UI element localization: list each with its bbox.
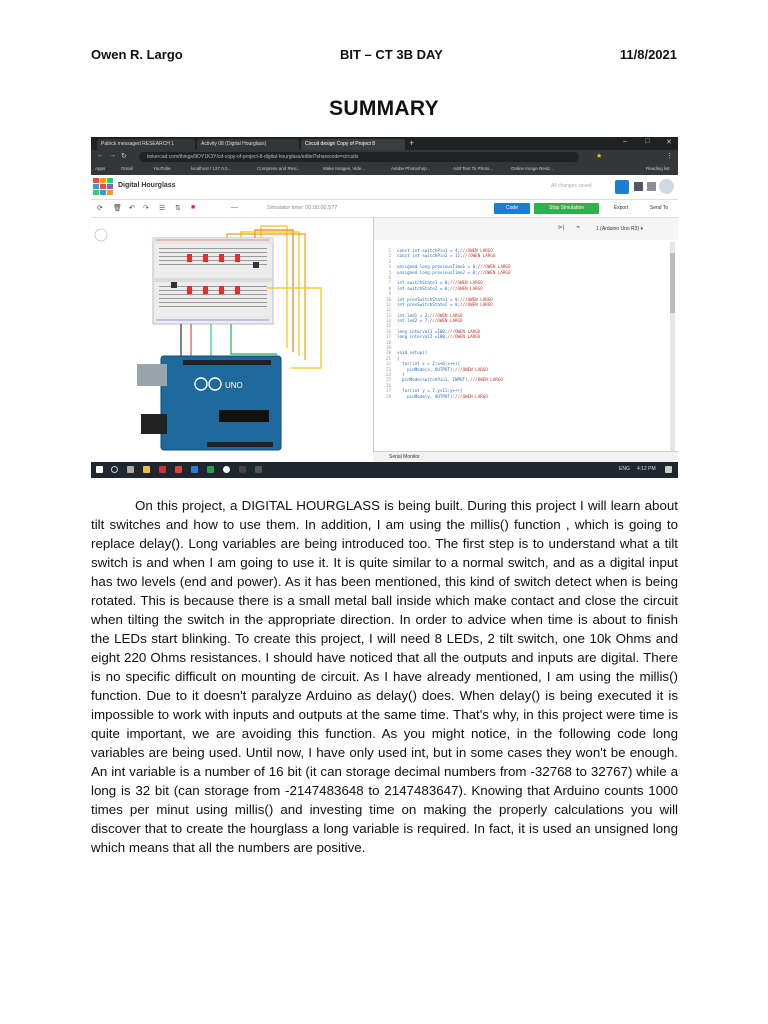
browser-tab[interactable]: Patrick messaged RESEARCH 1 bbox=[97, 139, 195, 150]
code-statement: int led1 = 2; bbox=[397, 312, 430, 318]
line-number: 25 bbox=[385, 377, 391, 383]
line-number: 9 bbox=[388, 291, 391, 297]
line-number: 3 bbox=[388, 258, 391, 264]
rotate-icon[interactable]: ⟳ bbox=[97, 205, 103, 212]
minimize-icon[interactable]: – bbox=[623, 138, 627, 145]
header-date: 11/8/2021 bbox=[619, 47, 677, 62]
header-class: BIT – CT 3B DAY bbox=[340, 47, 443, 62]
code-comment: ///OWEN LARGO bbox=[449, 285, 483, 291]
code-comment: ///OWEN LARGO bbox=[455, 393, 488, 399]
line-number: 12 bbox=[385, 307, 391, 313]
embedded-screenshot bbox=[91, 137, 678, 478]
line-number: 6 bbox=[388, 274, 391, 280]
new-tab-icon[interactable]: + bbox=[409, 138, 415, 148]
arduino-board bbox=[161, 356, 281, 450]
code-comment: ///OWEN LARGO bbox=[455, 366, 488, 372]
close-icon[interactable]: ✕ bbox=[666, 139, 672, 146]
tinkercad-logo[interactable] bbox=[93, 178, 113, 196]
chrome-icon[interactable] bbox=[223, 466, 230, 473]
bookmark-item[interactable]: Add Text To Photo... bbox=[453, 166, 494, 171]
code-comment: ///OWEN LARGO bbox=[447, 334, 481, 340]
code-comment: ///OWEN LARGO bbox=[429, 312, 463, 318]
clock[interactable]: 4:12 PM bbox=[637, 466, 656, 472]
app-icon[interactable] bbox=[175, 466, 182, 473]
code-statement: int switchState2 = 0; bbox=[397, 285, 450, 291]
redo-icon[interactable]: ↷ bbox=[143, 205, 149, 212]
code-comment: ///OWEN LARGO bbox=[470, 377, 503, 383]
code-statement: pinMode(switchPin1, INPUT); bbox=[397, 377, 471, 383]
code-statement: for(int x = 2;x<6;x++){ bbox=[397, 361, 461, 367]
url-field[interactable]: tinkercad.com/things/9OY1K3Y/cd-copy-of-project-8-digital-hourglass/editel?sharecode=circuits bbox=[139, 152, 579, 162]
line-number: 16 bbox=[385, 328, 391, 334]
notifications-icon[interactable] bbox=[665, 466, 672, 473]
chevron-down-icon: ▾ bbox=[640, 226, 643, 232]
line-number: 2 bbox=[388, 253, 391, 259]
code-statement: unsigned long previousTime1 = 0; bbox=[397, 264, 478, 270]
line-number: 11 bbox=[385, 301, 391, 307]
windows-start-icon[interactable] bbox=[96, 466, 103, 473]
code-statement: const int switchPin2 = 11; bbox=[397, 253, 463, 259]
line-number: 21 bbox=[385, 355, 391, 361]
line-number: 7 bbox=[388, 280, 391, 286]
star-icon[interactable]: ★ bbox=[596, 153, 603, 160]
bookmark-item[interactable]: Compress and Resi... bbox=[257, 166, 301, 171]
bookmark-item[interactable]: Reading list bbox=[646, 166, 670, 171]
line-number: 8 bbox=[388, 285, 391, 291]
tilt-switch bbox=[253, 262, 259, 268]
code-statement: { bbox=[397, 355, 400, 361]
stop-simulation-button[interactable]: Stop Simulation bbox=[534, 203, 599, 214]
schematic-view-icon[interactable] bbox=[647, 182, 656, 191]
app-icon[interactable] bbox=[239, 466, 246, 473]
line-number: 13 bbox=[385, 312, 391, 318]
line-number: 27 bbox=[385, 388, 391, 394]
browser-tab-active[interactable]: Circuit design Copy of Project 8 bbox=[301, 139, 405, 150]
code-editor-panel bbox=[373, 218, 678, 462]
code-button[interactable]: Code bbox=[494, 203, 530, 214]
line-number: 5 bbox=[388, 269, 391, 275]
maximize-icon[interactable]: □ bbox=[645, 138, 650, 145]
code-line bbox=[379, 394, 669, 399]
code-statement: int switchState1 = 0; bbox=[397, 280, 450, 286]
body-paragraph: On this project, a DIGITAL HOURGLASS is being built. During this project I will learn about tilt switches and how to use them. In addition, I am using the millis() function , which is going to replace delay(). Long variables are being introduced too. The first step is to understand what a tilt switch is and when I am going to use it. It is quite similar to a normal switch, and as a digital input has two levels (end and power). As it has been mentioned, this kind of switch detect when is being rotated. This is because there is a small metal ball inside which make contact and close the circuit when tilting the switch in the appropriate direction. In order to advice when time is about to finish the LEDs start blinking. To create this project, I will need 8 LEDs, 2 tilt switch, one 10k Ohms and eight 220 Ohms resistances. I should have noticed that all the outputs and inputs are digital. There is no specific difficult on mounting de circuit. As I have already mentioned, I am using the millis() function. Due to it doesn't paralyze Arduino as delay() does. When delay() is being executed it is impossible to work with inputs and outputs at the same time. That's why, in this project were time is quite important, we are avoiding this function. As you might notice, in the following code long variables are being used. Until now, I have only used int, but in some cases they won't be enough. An int variable is a number of 16 bit (it can storage decimal numbers from -32768 to 32767) while a long is 32 bit (can storage from -2147483648 to 2147483647). Knowing that Arduino counts 1000 times per minut using millis() and investing time on making the properly calculations you will discover that to create the hourglass a long variable is required. In fact, it is used an unsigned long which means that all the numbers are positive. bbox=[91, 498, 678, 855]
code-scrollbar-thumb[interactable] bbox=[670, 253, 675, 313]
line-number: 17 bbox=[385, 334, 391, 340]
color-picker-icon[interactable]: ■ bbox=[191, 204, 196, 211]
browser-tab-strip bbox=[91, 137, 678, 150]
code-statement: void setup() bbox=[397, 350, 428, 356]
circuit-canvas[interactable] bbox=[91, 218, 373, 462]
line-number: 24 bbox=[385, 371, 391, 377]
delete-icon[interactable]: 🗑 bbox=[113, 205, 122, 212]
debug-icon[interactable]: ⌁ bbox=[576, 224, 581, 231]
windows-taskbar bbox=[91, 462, 678, 478]
board-select[interactable]: 1 (Arduino Uno R3) ▾ bbox=[596, 226, 643, 232]
bookmark-item[interactable]: YouTube bbox=[153, 166, 171, 171]
tilt-switch bbox=[171, 282, 177, 288]
wire-type-icon[interactable]: — bbox=[231, 204, 238, 211]
serial-monitor-button[interactable]: Serial Monitor bbox=[373, 451, 678, 462]
code-comment: ///OWEN LARGO bbox=[449, 280, 483, 286]
search-icon[interactable] bbox=[111, 466, 118, 473]
code-statement: } bbox=[397, 371, 405, 377]
word-icon[interactable] bbox=[191, 466, 198, 473]
notes-icon[interactable]: ☰ bbox=[159, 205, 166, 212]
language-indicator[interactable]: ENG bbox=[619, 466, 630, 472]
code-statement: pinMode(x, OUTPUT); bbox=[397, 366, 455, 372]
app-icon[interactable] bbox=[159, 466, 166, 473]
menu-icon[interactable]: ⋮ bbox=[666, 153, 673, 160]
code-comment: ///OWEN LARGO bbox=[429, 318, 463, 324]
simulator-time: Simulator time: 00:00:00.577 bbox=[267, 205, 338, 211]
bookmark-item[interactable]: Gmail bbox=[121, 166, 133, 171]
code-editor-toolbar bbox=[374, 218, 678, 240]
back-icon[interactable]: ← bbox=[97, 152, 104, 159]
code-statement: pinMode(y, OUTPUT); bbox=[397, 393, 455, 399]
export-button[interactable]: Export bbox=[613, 205, 629, 211]
code-statement: for(int y = 7;y<11;y++){ bbox=[397, 388, 463, 394]
project-name[interactable]: Digital Hourglass bbox=[118, 182, 176, 189]
browser-address-bar bbox=[91, 150, 678, 164]
header-author: Owen R. Largo bbox=[91, 47, 183, 62]
send-to-button[interactable]: Send To bbox=[649, 205, 669, 211]
line-number: 28 bbox=[385, 393, 391, 399]
line-number: 1 bbox=[388, 248, 391, 253]
code-statement: const int switchPin1 = 4; bbox=[397, 248, 461, 253]
power-jack bbox=[141, 414, 167, 434]
line-number: 15 bbox=[385, 323, 391, 329]
bookmark-item[interactable]: Apps bbox=[95, 166, 106, 171]
browser-tab[interactable]: Activity 08 (Digital Hourglass) bbox=[197, 139, 299, 150]
file-explorer-icon[interactable] bbox=[143, 466, 150, 473]
code-comment: ///OWEN LARGO bbox=[460, 301, 493, 307]
arduino-uno-label: UNO bbox=[225, 381, 243, 390]
usb-port bbox=[137, 364, 167, 386]
circuit-drawing bbox=[91, 218, 373, 462]
code-comment: ///OWEN LARGO bbox=[462, 253, 496, 259]
code-statement: int prevSwitchState2 = 0; bbox=[397, 301, 461, 307]
code-statement: long interval1 =100; bbox=[397, 328, 448, 334]
upload-icon[interactable]: ⊳| bbox=[558, 225, 565, 231]
app-icon[interactable] bbox=[207, 466, 214, 473]
line-number: 18 bbox=[385, 339, 391, 345]
line-number: 23 bbox=[385, 366, 391, 372]
save-status: All changes saved bbox=[551, 183, 592, 189]
atmega-chip bbox=[219, 410, 269, 422]
code-comment: ///OWEN LARGO bbox=[477, 264, 511, 270]
undo-icon[interactable]: ↶ bbox=[129, 205, 135, 212]
line-number: 19 bbox=[385, 345, 391, 351]
bookmark-item[interactable]: Adobe Photoshop... bbox=[391, 166, 431, 171]
code-statement: unsigned long previousTime2 = 0; bbox=[397, 269, 478, 275]
circuit-view-button[interactable] bbox=[615, 180, 629, 194]
line-number: 14 bbox=[385, 318, 391, 324]
line-number: 22 bbox=[385, 361, 391, 367]
reload-icon[interactable]: ↻ bbox=[121, 153, 127, 160]
line-number: 10 bbox=[385, 296, 391, 302]
app-icon[interactable] bbox=[255, 466, 262, 473]
code-statement: long interval2 =100; bbox=[397, 334, 448, 340]
body-text bbox=[91, 496, 678, 857]
task-view-icon[interactable] bbox=[127, 466, 134, 473]
code-comment: ///OWEN LARGO bbox=[447, 328, 481, 334]
page-title: SUMMARY bbox=[329, 97, 439, 120]
avatar[interactable] bbox=[659, 179, 674, 194]
code-comment: ///OWEN LARGO bbox=[460, 248, 493, 253]
code-statement: int prevSwitchState1 = 0; bbox=[397, 296, 461, 302]
line-number: 26 bbox=[385, 382, 391, 388]
bookmark-item[interactable]: Make Images, Vide... bbox=[323, 166, 366, 171]
code-comment: ///OWEN LARGO bbox=[477, 269, 511, 275]
zoom-fit-icon bbox=[95, 229, 107, 241]
forward-icon[interactable]: → bbox=[109, 152, 116, 159]
code-comment: ///OWEN LARGO bbox=[460, 296, 493, 302]
code-statement: int led2 = 7; bbox=[397, 318, 430, 324]
tinkercad-toolbar bbox=[91, 200, 678, 218]
bookmark-item[interactable]: localhost / 127.0.0... bbox=[191, 166, 232, 171]
flip-icon[interactable]: ⇅ bbox=[175, 205, 181, 212]
line-number: 20 bbox=[385, 350, 391, 356]
list-view-icon[interactable] bbox=[634, 182, 643, 191]
line-number: 4 bbox=[388, 264, 391, 270]
tinkercad-header bbox=[91, 175, 678, 200]
code-text[interactable] bbox=[379, 248, 669, 399]
bookmark-item[interactable]: Online Image Resiz... bbox=[511, 166, 555, 171]
